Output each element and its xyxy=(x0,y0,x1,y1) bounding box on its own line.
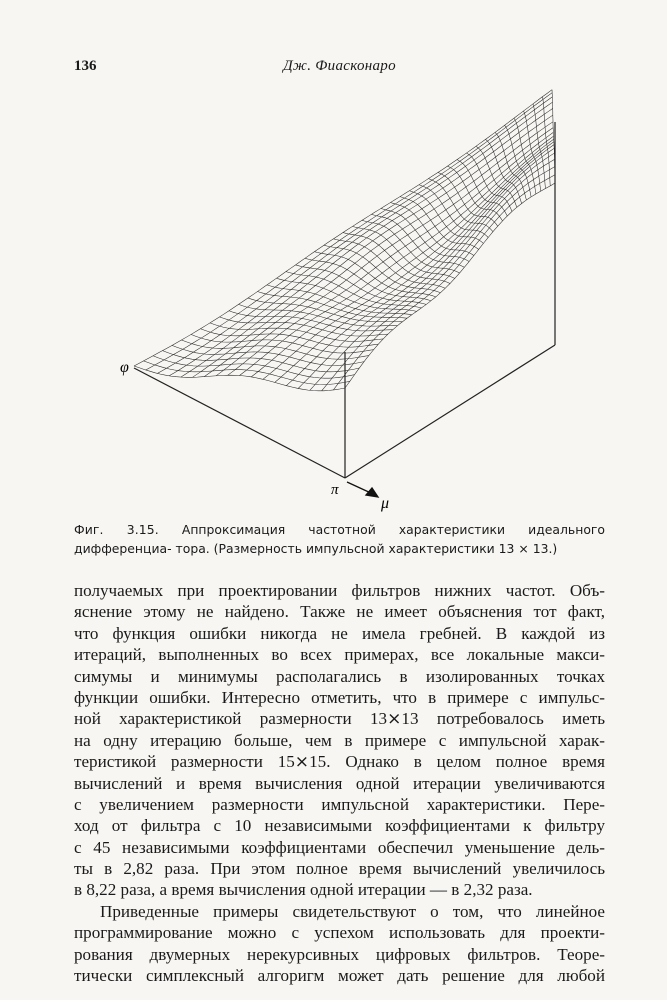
text-line: итераций, выполненных во всех примерах, все локальные макси- xyxy=(74,645,605,665)
text-line: с увеличением размерности импульсной характеристики. Пере- xyxy=(74,794,605,814)
surface-mesh xyxy=(134,90,555,391)
text-line: теристикой размерности 15⨯15. Однако в целом полное время xyxy=(74,752,605,772)
frame-left-edge xyxy=(134,368,345,478)
text-line: функции ошибки. Интересно отметить, что в примере с импульс- xyxy=(74,687,605,707)
text-line: на одну итерацию больше, чем в примере с импульсной харак- xyxy=(74,730,605,750)
mesh-line-along xyxy=(322,167,555,391)
mu-axis-label: μ xyxy=(381,495,390,512)
mesh-line-along xyxy=(310,159,555,390)
mesh-line-across xyxy=(258,292,408,319)
mesh-line-along xyxy=(240,136,554,375)
text-line: получаемых при проектировании фильтров нижних частот. Объ- xyxy=(74,581,605,600)
text-line: рования двумерных нерекурсивных цифровых фильтров. Теоре- xyxy=(74,944,605,964)
mu-arrowhead xyxy=(366,488,378,497)
mesh-line-along xyxy=(345,183,555,388)
running-title: Дж. Фиасконаро xyxy=(283,58,396,74)
mesh-line-along xyxy=(275,145,554,383)
mesh-line-across xyxy=(353,226,455,278)
mesh-line-across xyxy=(419,185,488,238)
mu-axis-arrow xyxy=(347,482,378,497)
text-line: с 45 независимыми коэффициентами обеспечил уменьшение дель- xyxy=(74,837,605,857)
phi-axis-label: φ xyxy=(120,359,129,376)
figure-label: Фиг. 3.15. xyxy=(74,522,159,537)
text-line: вычислений и время вычисления одной итерации увеличиваются xyxy=(74,773,605,793)
pi-axis-label: π xyxy=(331,482,339,498)
mesh-line-along xyxy=(216,128,553,376)
text-line: программирование можно с успехом использовать для проекти- xyxy=(74,923,605,943)
mesh-line-along xyxy=(193,115,553,377)
mesh-line-along xyxy=(228,132,554,375)
caption-line-2: тора. (Размерность импульсной характеристики 13 ⨯ 13.) xyxy=(175,541,558,556)
frame-right-edge xyxy=(345,345,555,478)
mesh-line-along xyxy=(181,109,553,378)
text-line: ход от фильтра с 10 независимыми коэффициентами к фильтру xyxy=(74,816,605,836)
text-line: ной характеристикой размерности 13⨯13 потребовалось иметь xyxy=(74,709,605,729)
mesh-line-across xyxy=(495,132,526,200)
mesh-line-across xyxy=(229,311,393,331)
caption-line-1: Аппроксимация частотной характеристики идеального дифференциа- xyxy=(74,522,605,556)
text-line: яснение этому не найдено. Также не имеет объяснения тот факт, xyxy=(74,602,605,622)
text-line: Приведенные примеры свидетельствуют о том, что линейное xyxy=(100,901,605,921)
text-line: в 8,22 раза, а время вычисления одной итерации — в 2,32 раза. xyxy=(74,880,533,900)
text-line: тически симплексный алгоригм может дать решение для любой xyxy=(74,966,605,986)
body-text xyxy=(74,580,605,986)
mesh-line-across xyxy=(163,351,360,372)
mesh-line-across xyxy=(172,345,364,365)
text-line: симумы и минимумы располагались в изолированных точках xyxy=(74,666,605,686)
mesh-line-along xyxy=(204,122,553,377)
mesh-line-across xyxy=(182,340,369,359)
text-line: ты в 2,82 раза. При этом полное время вычислений увеличилось xyxy=(74,859,605,879)
mesh-line-across xyxy=(343,233,450,284)
figure-caption xyxy=(74,520,605,558)
text-line: что функция ошибки никогда не имела гребней. В каждой из xyxy=(74,623,605,643)
mesh-line-across xyxy=(448,166,503,221)
mesh-line-along xyxy=(263,142,554,379)
page-number: 136 xyxy=(74,58,97,74)
